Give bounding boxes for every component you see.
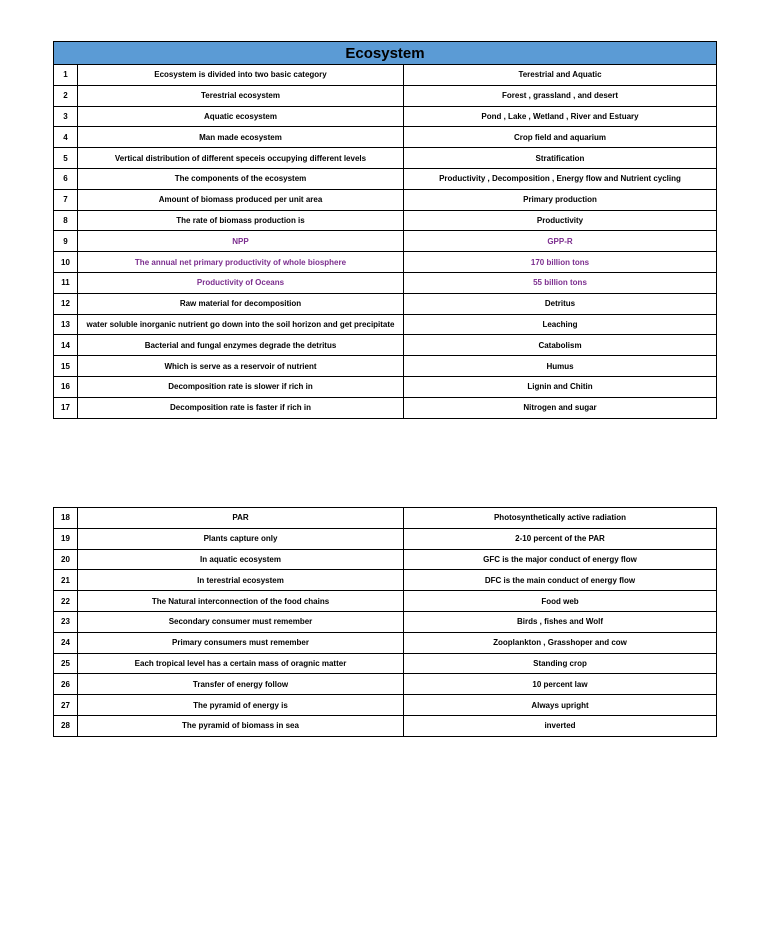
answer-cell: 10 percent law — [404, 674, 717, 695]
table-row — [54, 127, 717, 148]
table-row — [54, 189, 717, 210]
question-cell: In terestrial ecosystem — [78, 570, 404, 591]
question-cell: Transfer of energy follow — [78, 674, 404, 695]
answer-cell: Primary production — [404, 189, 717, 210]
table-row — [54, 611, 717, 632]
answer-cell: Forest , grassland , and desert — [404, 85, 717, 106]
answer-cell: Leaching — [404, 314, 717, 335]
answer-cell: Catabolism — [404, 335, 717, 356]
table-row — [54, 549, 717, 570]
row-number: 7 — [54, 189, 78, 210]
row-number: 18 — [54, 508, 78, 529]
answer-cell: 170 billion tons — [404, 252, 717, 273]
row-number: 10 — [54, 252, 78, 273]
answer-cell: Birds , fishes and Wolf — [404, 611, 717, 632]
question-cell: PAR — [78, 508, 404, 529]
answer-cell: Nitrogen and sugar — [404, 397, 717, 418]
question-cell: Each tropical level has a certain mass of oragnic matter — [78, 653, 404, 674]
question-cell: Decomposition rate is slower if rich in — [78, 376, 404, 397]
answer-cell: Detritus — [404, 293, 717, 314]
row-number: 11 — [54, 272, 78, 293]
table-row — [54, 591, 717, 612]
answer-cell: Stratification — [404, 148, 717, 169]
answer-cell: 2-10 percent of the PAR — [404, 528, 717, 549]
answer-cell: GFC is the major conduct of energy flow — [404, 549, 717, 570]
answer-cell: GPP-R — [404, 231, 717, 252]
question-cell: The Natural interconnection of the food chains — [78, 591, 404, 612]
question-cell: Secondary consumer must remember — [78, 611, 404, 632]
table-row — [54, 674, 717, 695]
table-row — [54, 508, 717, 529]
answer-cell: Crop field and aquarium — [404, 127, 717, 148]
question-cell: The rate of biomass production is — [78, 210, 404, 231]
question-cell: Aquatic ecosystem — [78, 106, 404, 127]
row-number: 2 — [54, 85, 78, 106]
table-row — [54, 314, 717, 335]
question-cell: The annual net primary productivity of whole biosphere — [78, 252, 404, 273]
question-cell: Man made ecosystem — [78, 127, 404, 148]
answer-cell: Zooplankton , Grasshoper and cow — [404, 632, 717, 653]
question-cell: Amount of biomass produced per unit area — [78, 189, 404, 210]
row-number: 5 — [54, 148, 78, 169]
row-number: 21 — [54, 570, 78, 591]
question-cell: NPP — [78, 231, 404, 252]
table-row — [54, 397, 717, 418]
table-row — [54, 695, 717, 716]
answer-cell: Productivity — [404, 210, 717, 231]
question-cell: In aquatic ecosystem — [78, 549, 404, 570]
answer-cell: DFC is the main conduct of energy flow — [404, 570, 717, 591]
table-row — [54, 231, 717, 252]
answer-cell: Humus — [404, 356, 717, 377]
question-cell: Which is serve as a reservoir of nutrient — [78, 356, 404, 377]
question-cell: Ecosystem is divided into two basic category — [78, 65, 404, 86]
question-cell: Decomposition rate is faster if rich in — [78, 397, 404, 418]
row-number: 1 — [54, 65, 78, 86]
question-cell: water soluble inorganic nutrient go down into the soil horizon and get precipitate — [78, 314, 404, 335]
question-cell: Productivity of Oceans — [78, 272, 404, 293]
question-cell: Bacterial and fungal enzymes degrade the detritus — [78, 335, 404, 356]
table-row — [54, 252, 717, 273]
row-number: 6 — [54, 168, 78, 189]
row-number: 14 — [54, 335, 78, 356]
answer-cell: Standing crop — [404, 653, 717, 674]
answer-cell: Pond , Lake , Wetland , River and Estuary — [404, 106, 717, 127]
table-row — [54, 335, 717, 356]
table-row — [54, 528, 717, 549]
row-number: 20 — [54, 549, 78, 570]
table-row — [54, 376, 717, 397]
question-cell: Raw material for decomposition — [78, 293, 404, 314]
table-2-body — [54, 508, 717, 737]
table-row — [54, 715, 717, 736]
answer-cell: Food web — [404, 591, 717, 612]
question-cell: Primary consumers must remember — [78, 632, 404, 653]
table-row — [54, 570, 717, 591]
row-number: 23 — [54, 611, 78, 632]
row-number: 24 — [54, 632, 78, 653]
table-row — [54, 356, 717, 377]
row-number: 25 — [54, 653, 78, 674]
row-number: 22 — [54, 591, 78, 612]
row-number: 8 — [54, 210, 78, 231]
question-cell: Plants capture only — [78, 528, 404, 549]
ecosystem-table-2 — [53, 507, 717, 737]
answer-cell: Photosynthetically active radiation — [404, 508, 717, 529]
table-row — [54, 293, 717, 314]
table-row — [54, 653, 717, 674]
table-row — [54, 168, 717, 189]
answer-cell: Always upright — [404, 695, 717, 716]
table-row — [54, 65, 717, 86]
row-number: 9 — [54, 231, 78, 252]
answer-cell: inverted — [404, 715, 717, 736]
ecosystem-table-1 — [53, 41, 717, 419]
answer-cell: Terestrial and Aquatic — [404, 65, 717, 86]
question-cell: The pyramid of energy is — [78, 695, 404, 716]
row-number: 15 — [54, 356, 78, 377]
table-row — [54, 85, 717, 106]
row-number: 26 — [54, 674, 78, 695]
row-number: 3 — [54, 106, 78, 127]
table-row — [54, 148, 717, 169]
table-row — [54, 210, 717, 231]
row-number: 16 — [54, 376, 78, 397]
row-number: 13 — [54, 314, 78, 335]
table-row — [54, 106, 717, 127]
answer-cell: Lignin and Chitin — [404, 376, 717, 397]
row-number: 28 — [54, 715, 78, 736]
question-cell: Terestrial ecosystem — [78, 85, 404, 106]
question-cell: The components of the ecosystem — [78, 168, 404, 189]
table-1-body — [54, 65, 717, 419]
answer-cell: Productivity , Decomposition , Energy flow and Nutrient cycling — [404, 168, 717, 189]
question-cell: The pyramid of biomass in sea — [78, 715, 404, 736]
row-number: 19 — [54, 528, 78, 549]
answer-cell: 55 billion tons — [404, 272, 717, 293]
row-number: 27 — [54, 695, 78, 716]
table-row — [54, 272, 717, 293]
row-number: 17 — [54, 397, 78, 418]
table-row — [54, 632, 717, 653]
row-number: 12 — [54, 293, 78, 314]
question-cell: Vertical distribution of different speceis occupying different levels — [78, 148, 404, 169]
table-title: Ecosystem — [54, 42, 717, 65]
row-number: 4 — [54, 127, 78, 148]
